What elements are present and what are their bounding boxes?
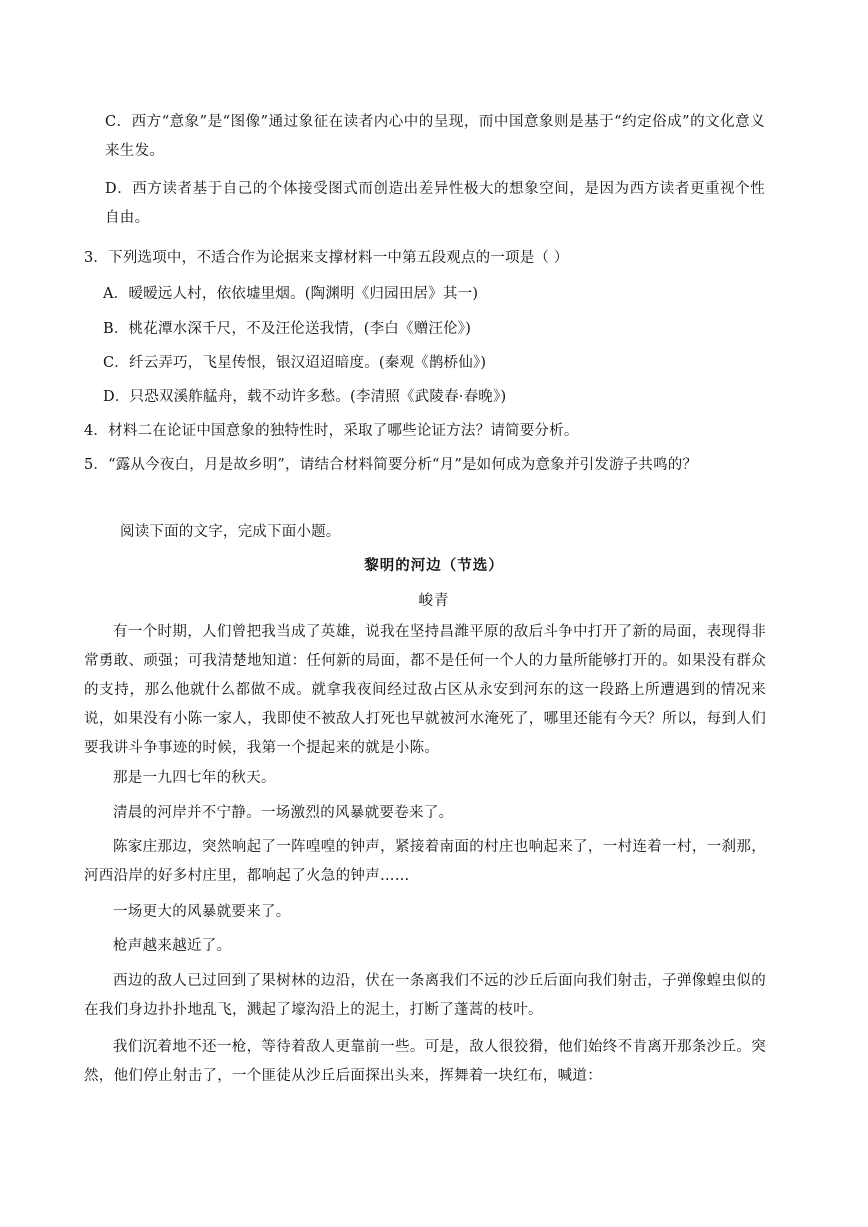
passage-paragraph: 陈家庄那边，突然响起了一阵喤喤的钟声，紧接着南面的村庄也响起来了，一村连着一村，一刹那，河西沿岸的好多村庄里，都响起了火急的钟声…… <box>84 839 766 884</box>
question-4: 4．材料二在论证中国意象的独特性时，采取了哪些论证方法？请简要分析。 <box>84 423 579 439</box>
question-5: 5．“露从今夜白，月是故乡明”，请结合材料简要分析“月”是如何成为意象并引发游子共鸣的？ <box>84 457 698 473</box>
question-3-option-a: A．暧暧远人村，依依墟里烟。(陶渊明《归园田居》其一) <box>103 286 479 302</box>
passage-author: 峻青 <box>418 593 450 609</box>
question-3-option-b: B．桃花潭水深千尺，不及汪伦送我情，(李白《赠汪伦》) <box>103 321 472 337</box>
question-3-option-c: C．纤云弄巧，飞星传恨，银汉迢迢暗度。(秦观《鹊桥仙》) <box>103 355 487 371</box>
passage-paragraph: 西边的敌人已过回到了果树林的边沿，伏在一条离我们不远的沙丘后面向我们射击，子弹像蝗虫似的在我们身边扑扑地乱飞，溅起了壕沟沿上的泥土，打断了蓬蒿的枝叶。 <box>84 973 766 1018</box>
passage-paragraph: 那是一九四七年的秋天。 <box>113 770 276 786</box>
passage-paragraph: 枪声越来越近了。 <box>113 938 232 954</box>
passage-paragraph: 我们沉着地不还一枪，等待着敌人更靠前一些。可是，敌人很狡猾，他们始终不肯离开那条沙丘。突然，他们停止射击了，一个匪徒从沙丘后面探出头来，挥舞着一块红布，喊道： <box>84 1039 766 1084</box>
passage-paragraph: 有一个时期，人们曾把我当成了英雄，说我在坚持昌潍平原的敌后斗争中打开了新的局面，表现得非常勇敢、顽强；可我清楚地知道：任何新的局面，都不是任何一个人的力量所能够打开的。如果没有群众的支持，那么他就什么都做不成。就拿我夜间经过敌占区从永安到河东的这一段路上所遭遇到的情况来说，如果没有小陈一家人，我即使不被敌人打死也早就被河水淹死了，哪里还能有今天？所以，每到人们要我讲斗争事迹的时候，我第一个提起来的就是小陈。 <box>84 624 766 756</box>
option-d-q2: D．西方读者基于自己的个体接受图式而创造出差异性极大的想象空间，是因为西方读者更重视个性自由。 <box>105 181 765 226</box>
passage-paragraph: 清晨的河岸并不宁静。一场激烈的风暴就要卷来了。 <box>113 805 454 821</box>
reading-instruction: 阅读下面的文字，完成下面小题。 <box>120 524 341 540</box>
option-c-q2: C．西方“意象”是“图像”通过象征在读者内心中的呈现，而中国意象则是基于“约定俗成”的文化意义来生发。 <box>105 114 765 159</box>
passage-title: 黎明的河边（节选） <box>364 557 504 574</box>
question-3-stem: 3．下列选项中，不适合作为论据来支撑材料一中第五段观点的一项是（ ） <box>84 250 569 266</box>
passage-paragraph: 一场更大的风暴就要来了。 <box>113 904 291 920</box>
question-3-option-d: D．只恐双溪舴艋舟，载不动许多愁。(李清照《武陵春·春晚》) <box>103 389 507 405</box>
